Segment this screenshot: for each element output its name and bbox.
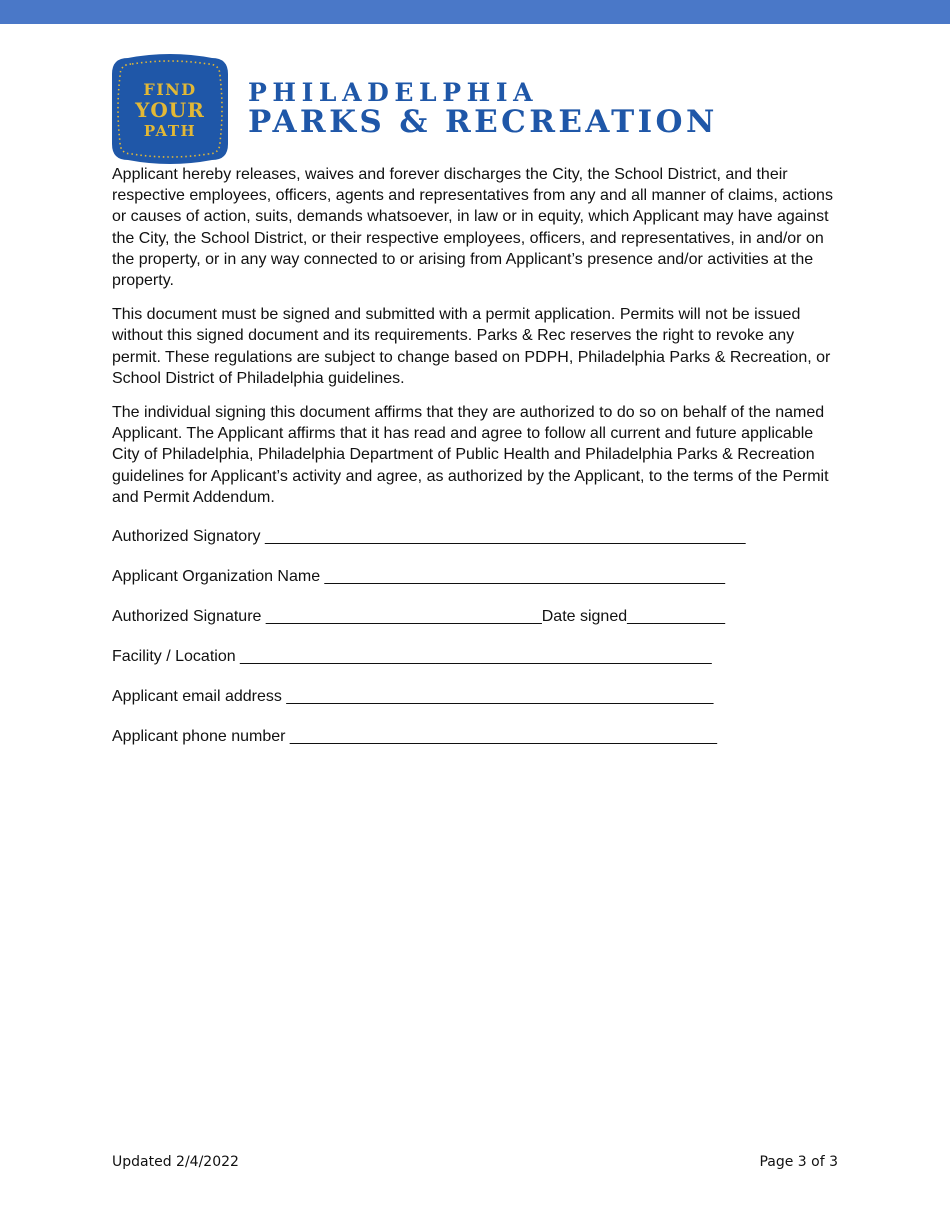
top-color-bar xyxy=(0,0,950,24)
badge-word-your: YOUR xyxy=(135,98,205,122)
facility-location-field[interactable]: Facility / Location _____________________________________________________ xyxy=(112,648,712,666)
page-number: Page 3 of 3 xyxy=(759,1154,838,1170)
find-your-path-badge-icon xyxy=(112,54,228,164)
phone-number-field[interactable]: Applicant phone number ________________________________________________ xyxy=(112,728,718,746)
parks-rec-logo xyxy=(112,54,812,164)
authorized-signature-field[interactable]: Authorized Signature _______________________________ xyxy=(112,608,542,626)
document-body xyxy=(112,164,842,747)
date-signed-field[interactable]: Date signed___________ xyxy=(541,608,726,626)
badge-word-path: PATH xyxy=(143,122,197,140)
release-paragraph: Applicant hereby releases, waives and forever discharges the City, the School District, and their respective employees, officers, agents and representatives from any and all manner of claims, actions or causes of action, suits, demands whatsoever, in law or in equity, which Applicant may have against the City, the School District, or their respective employees, officers, and representatives, in and/or on the property, or in any way connected to or arising from Applicant’s presence and/or activities at the property. xyxy=(112,166,833,290)
org-name-line1: PHILADELPHIA xyxy=(248,78,539,107)
badge-word-find: FIND xyxy=(143,80,197,99)
updated-date: Updated 2/4/2022 xyxy=(112,1154,239,1170)
submission-paragraph: This document must be signed and submitted with a permit application. Permits will not be issued without this signed document and its requirements. Parks & Rec reserves the right to revoke any permit. These regulations are subject to change based on PDPH, Philadelphia Parks & Recreation, or School District of Philadelphia guidelines. xyxy=(112,306,831,387)
authorized-signatory-field[interactable]: Authorized Signatory ______________________________________________________ xyxy=(112,528,746,546)
authorized-signature-row xyxy=(112,606,842,627)
organization-name-field[interactable]: Applicant Organization Name _____________________________________________ xyxy=(112,568,725,586)
affirmation-paragraph: The individual signing this document affirms that they are authorized to do so on behalf of the named Applicant. The Applicant affirms that it has read and agree to follow all current and future applicable City of Philadelphia, Philadelphia Department of Public Health and Philadelphia Parks & Recreation guidelines for Applicant’s activity and agree, as authorized by the Applicant, to the terms of the Permit and Permit Addendum. xyxy=(112,404,829,506)
org-name xyxy=(248,80,718,138)
org-name-line2: PARKS & RECREATION xyxy=(248,104,718,140)
email-address-field[interactable]: Applicant email address ________________________________________________ xyxy=(112,688,714,706)
